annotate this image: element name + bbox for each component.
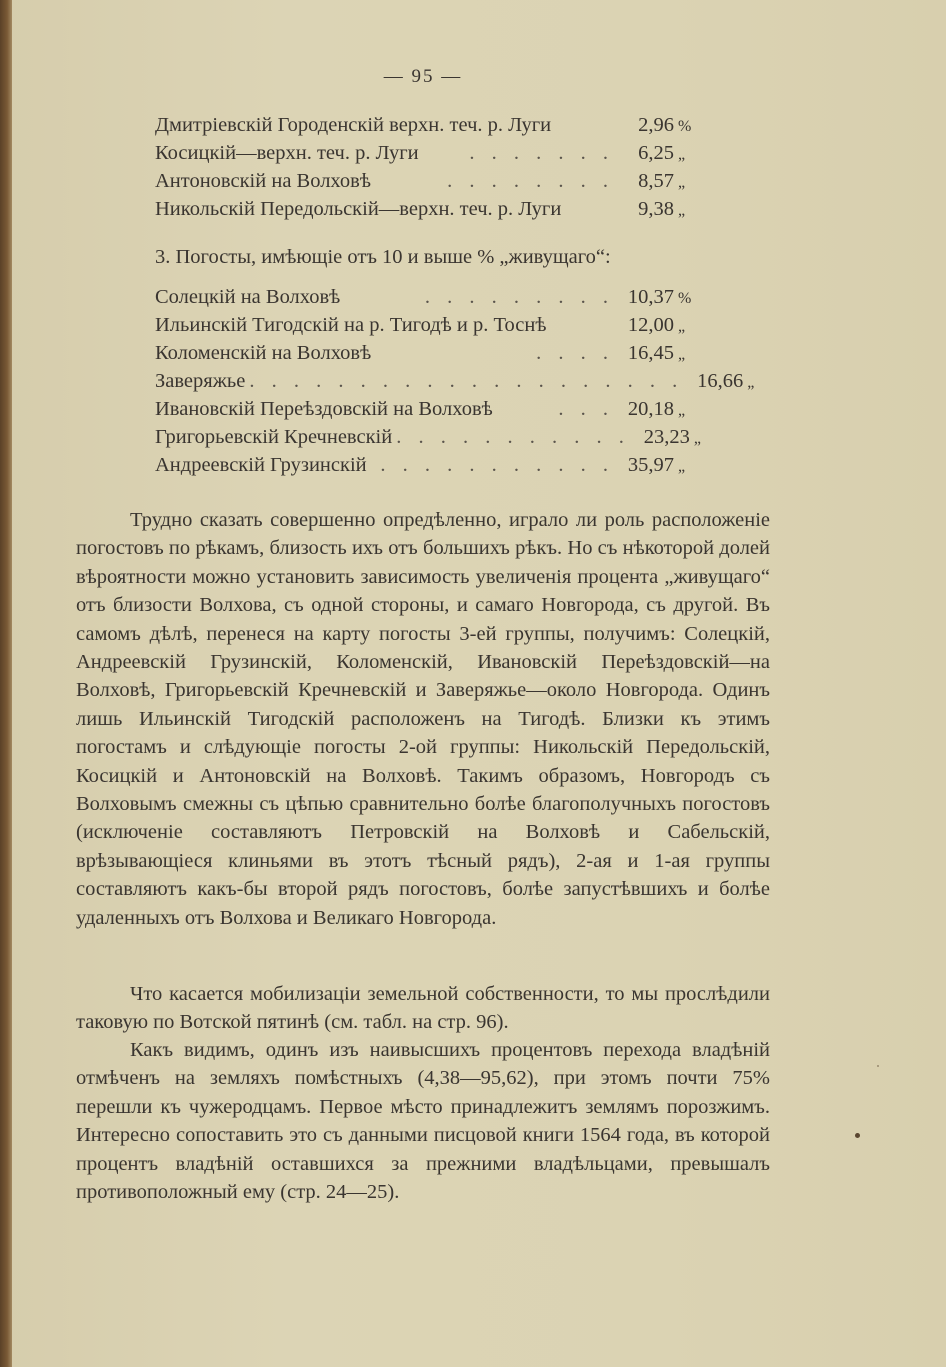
percent-value: 16,66	[697, 370, 744, 392]
pogost-name: Заверяжье	[155, 370, 246, 392]
paragraph-text: Что касается мобилизаціи земельной собственности, то мы прослѣдили таковую по Вотской пятинѣ (см. табл. на стр. 96).	[76, 983, 770, 1034]
percent-unit: „	[747, 374, 755, 391]
leader-dots: . . . . . . . . . . . . . . . . . . . .	[249, 370, 684, 392]
list-item	[155, 370, 755, 398]
pogost-name: Ивановскій Переѣздовскій на Волховѣ	[155, 398, 493, 420]
percent-unit: „	[678, 346, 686, 363]
paper-speck	[877, 1065, 879, 1067]
percent-value: 9,38	[638, 198, 674, 220]
percent-unit: „	[678, 402, 686, 419]
page-number: — 95 —	[383, 66, 463, 87]
paper-speck	[855, 1133, 860, 1138]
percent-value: 16,45	[627, 342, 674, 364]
percent-value: 10,37	[627, 286, 674, 308]
group3-heading: 3. Погосты, имѣющіе отъ 10 и выше % „живущаго“:	[155, 246, 611, 268]
pogost-name: Никольскій Передольскій—верхн. теч. р. Луги	[155, 198, 562, 220]
body-paragraph	[76, 506, 770, 932]
percent-value: 6,25	[638, 142, 674, 164]
paragraph-text: Трудно сказать совершенно опредѣленно, играло ли роль расположеніе погостовъ по рѣкамъ, близость ихъ отъ большихъ рѣкъ. Но съ нѣкоторой долей вѣроятности можно установить зависимость увеличенія процента „живущаго“ отъ близости Волхова, съ одной стороны, и самаго Новгорода, съ другой. Въ самомъ дѣлѣ, перенеся на карту погосты 3-ей группы, получимъ: Солецкій, Андреевскій Грузинскій, Коломенскій, Ивановскій Переѣздовскій—на Волховѣ, Григорьевскій Кречневскій и Заверяжье—около Новгорода. Одинъ лишь Ильинскій Тигодскій расположенъ на Тигодѣ. Близки къ этимъ погостамъ и слѣдующіе погосты 2-ой группы: Никольскій Передольскій, Косицкій и Антоновскій на Волховѣ. Такимъ образомъ, Новгородъ съ Волховымъ смежны съ цѣпью сравнительно болѣе благополучныхъ погостовъ (исключеніе составляютъ Петровскій на Волховѣ и Сабельскій, врѣзывающіеся клиньями въ этотъ тѣсный рядъ), 2-ая и 1-ая группы составляютъ какъ-бы второй рядъ погостовъ, болѣе запустѣвшихъ и болѣе удаленныхъ отъ Волхова и Великаго Новгорода.	[76, 509, 770, 929]
list-item	[155, 198, 700, 226]
pogost-name: Ильинскій Тигодскій на р. Тигодѣ и р. Тоснѣ	[155, 314, 547, 336]
group3-list	[155, 286, 755, 482]
leader-dots: . . . . . . . . . . .	[380, 454, 614, 476]
pogost-name: Солецкій на Волховѣ	[155, 286, 341, 308]
percent-value: 12,00	[627, 314, 674, 336]
group2-tail-list	[155, 114, 700, 226]
list-item	[155, 398, 700, 426]
list-item	[155, 170, 700, 198]
list-item	[155, 114, 700, 142]
pogost-name: Андреевскій Грузинскій	[155, 454, 367, 476]
leader-dots: . . . . . . . . . . .	[396, 426, 630, 448]
percent-value: 8,57	[638, 170, 674, 192]
percent-unit: „	[693, 430, 701, 447]
percent-value: 23,23	[643, 426, 690, 448]
pogost-name: Косицкій—верхн. теч. р. Луги	[155, 142, 419, 164]
list-item	[155, 314, 700, 342]
list-item	[155, 426, 700, 454]
leader-dots: . . . . . . .	[469, 142, 614, 164]
leader-dots: . . . .	[536, 342, 614, 364]
percent-value: 35,97	[627, 454, 674, 476]
pogost-name: Дмитріевскій Городенскій верхн. теч. р. Луги	[155, 114, 552, 136]
leader-dots: . . . . . . . .	[447, 170, 614, 192]
percent-value: 20,18	[627, 398, 674, 420]
percent-unit: „	[678, 146, 686, 163]
paragraph-text: Какъ видимъ, одинъ изъ наивысшихъ процентовъ перехода владѣній отмѣченъ на земляхъ помѣстныхъ (4,38—95,62), при этомъ почти 75% перешли къ чужеродцамъ. Первое мѣсто принадлежитъ землямъ порозжимъ. Интересно сопоставить это съ данными писцовой книги 1564 года, въ которой процентъ владѣній оставшихся за прежними владѣльцами, превышалъ противоположный ему (стр. 24—25).	[76, 1039, 770, 1204]
percent-unit: „	[678, 202, 686, 219]
percent-unit: %	[678, 290, 692, 307]
list-item	[155, 286, 700, 314]
list-item	[155, 142, 700, 170]
percent-value: 2,96	[638, 114, 674, 136]
list-item	[155, 342, 700, 370]
leader-dots: . . .	[558, 398, 614, 420]
pogost-name: Григорьевскій Кречневскій	[155, 426, 393, 448]
percent-unit: „	[678, 174, 686, 191]
list-item	[155, 454, 700, 482]
percent-unit: „	[678, 318, 686, 335]
pogost-name: Антоновскій на Волховѣ	[155, 170, 371, 192]
body-paragraph	[76, 980, 770, 1037]
body-paragraph	[76, 1036, 770, 1206]
percent-unit: %	[678, 118, 692, 135]
pogost-name: Коломенскій на Волховѣ	[155, 342, 372, 364]
percent-unit: „	[678, 458, 686, 475]
leader-dots: . . . . . . . . .	[424, 286, 614, 308]
book-spine-edge	[0, 0, 12, 1367]
